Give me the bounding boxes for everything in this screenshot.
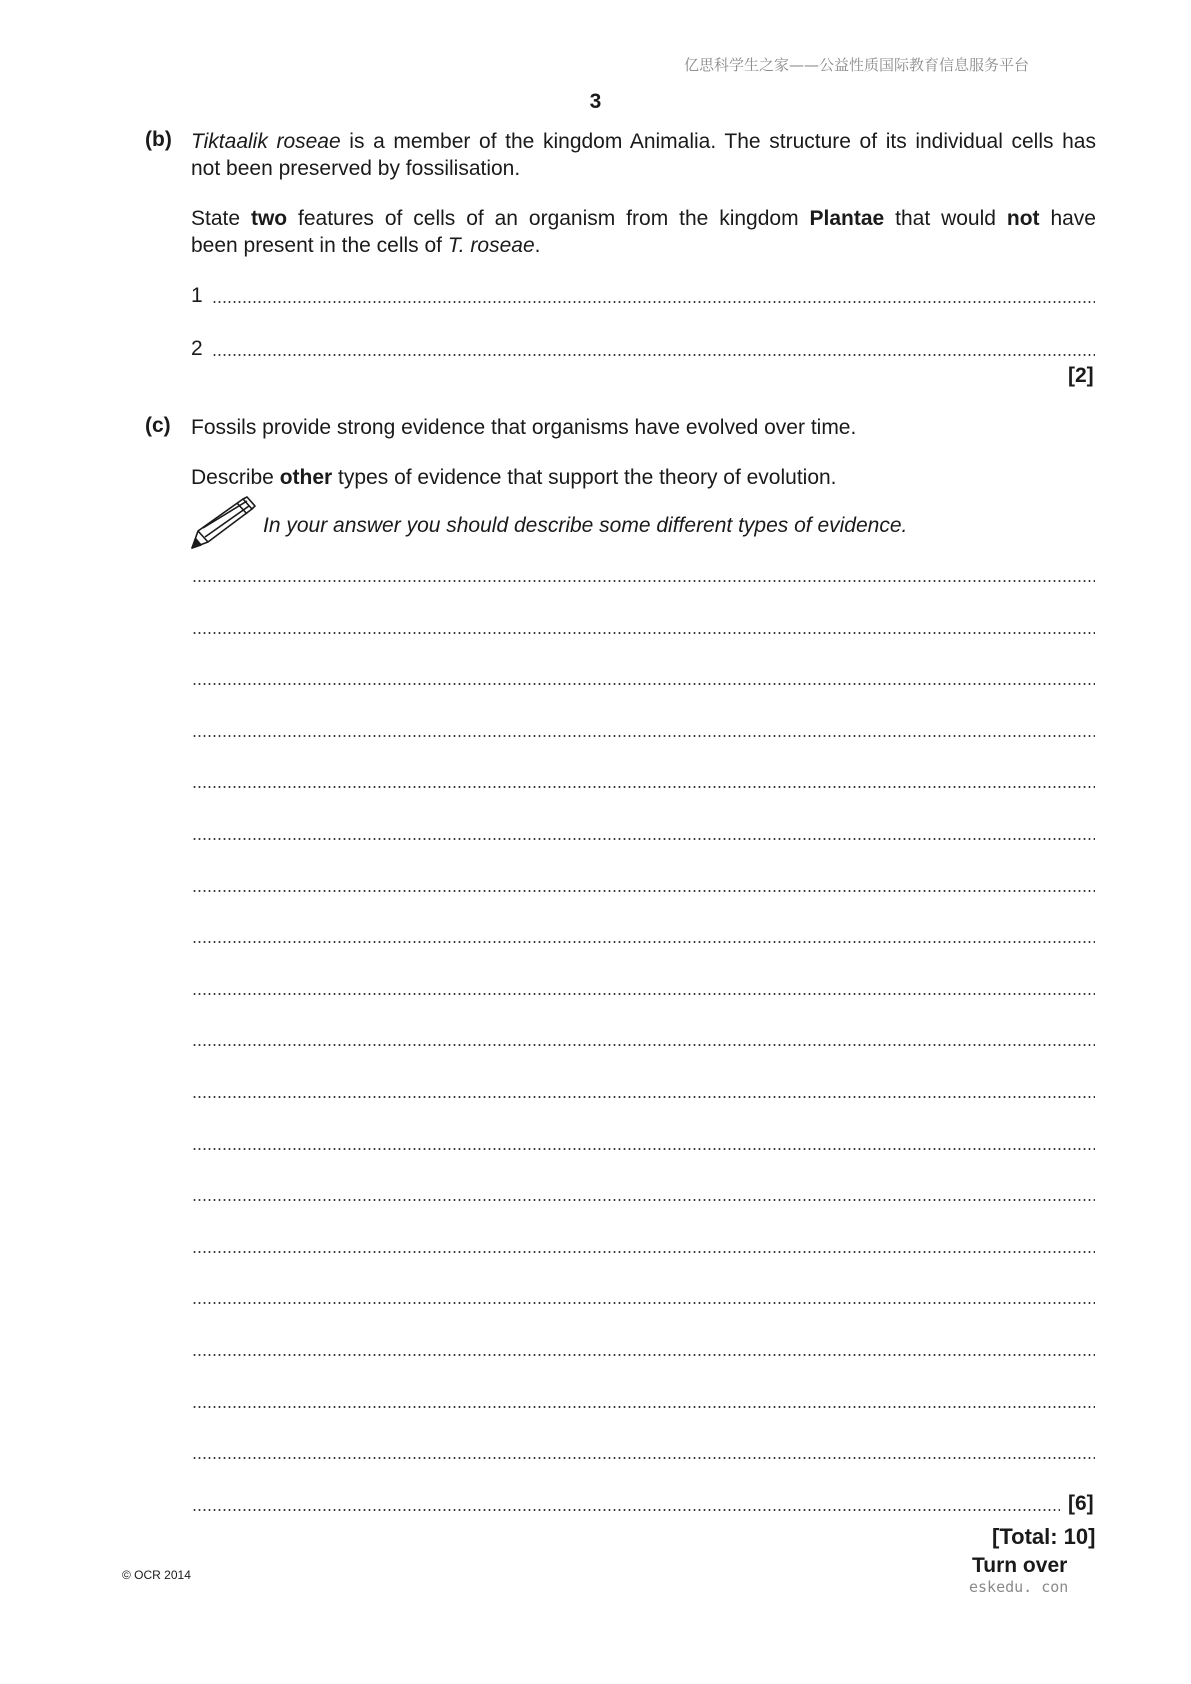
answer-label-2: 2 xyxy=(191,337,203,360)
answer-line[interactable] xyxy=(192,580,1095,582)
answer-line[interactable] xyxy=(192,786,1095,788)
intro-text: is a member of the kingdom Animalia. The structure of its individual cells has xyxy=(340,130,1096,153)
intro-text-line2: not been preserved by fossilisation. xyxy=(191,157,521,180)
answer-line[interactable] xyxy=(192,1096,1095,1098)
part-b-label: (b) xyxy=(145,128,172,151)
answer-line[interactable] xyxy=(192,1302,1095,1304)
part-c-statement: Fossils provide strong evidence that organisms have evolved over time. xyxy=(191,416,857,439)
answer-line[interactable] xyxy=(192,1406,1095,1408)
answer-line[interactable] xyxy=(192,1251,1095,1253)
answer-line[interactable] xyxy=(192,1199,1095,1201)
answer-line[interactable] xyxy=(212,354,1095,356)
answer-line[interactable] xyxy=(192,632,1095,634)
quality-note: In your answer you should describe some different types of evidence. xyxy=(263,514,908,537)
page-number: 3 xyxy=(589,90,602,113)
answer-line[interactable] xyxy=(192,1509,1060,1511)
answer-line[interactable] xyxy=(192,1354,1095,1356)
part-b-intro xyxy=(191,128,1096,182)
answer-line[interactable] xyxy=(192,890,1095,892)
answer-line[interactable] xyxy=(192,1044,1095,1046)
part-c-question: Describe other types of evidence that support the theory of evolution. xyxy=(191,466,837,489)
answer-line[interactable] xyxy=(192,1148,1095,1150)
marks-c: [6] xyxy=(1068,1492,1094,1515)
copyright: © OCR 2014 xyxy=(122,1568,191,1582)
part-b-question: State two features of cells of an organism from the kingdom Plantae that would not have been present in the cells of T. roseae. xyxy=(191,207,1096,257)
answer-line[interactable] xyxy=(192,941,1095,943)
answer-label-1: 1 xyxy=(191,284,203,307)
answer-line[interactable] xyxy=(212,301,1095,303)
marks-b: [2] xyxy=(1068,364,1094,387)
watermark-footer: eskedu. con xyxy=(969,1578,1069,1596)
answer-line[interactable] xyxy=(192,735,1095,737)
watermark-header: 亿思科学生之家——公益性质国际教育信息服务平台 xyxy=(684,56,1030,74)
turn-over: Turn over xyxy=(972,1554,1068,1577)
answer-line[interactable] xyxy=(192,993,1095,995)
part-c-label: (c) xyxy=(145,414,171,437)
pencil-icon xyxy=(189,495,257,551)
species-name: Tiktaalik roseae xyxy=(191,130,341,153)
total-marks: [Total: 10] xyxy=(992,1524,1096,1549)
answer-line[interactable] xyxy=(192,838,1095,840)
answer-line[interactable] xyxy=(192,683,1095,685)
answer-line[interactable] xyxy=(192,1457,1095,1459)
